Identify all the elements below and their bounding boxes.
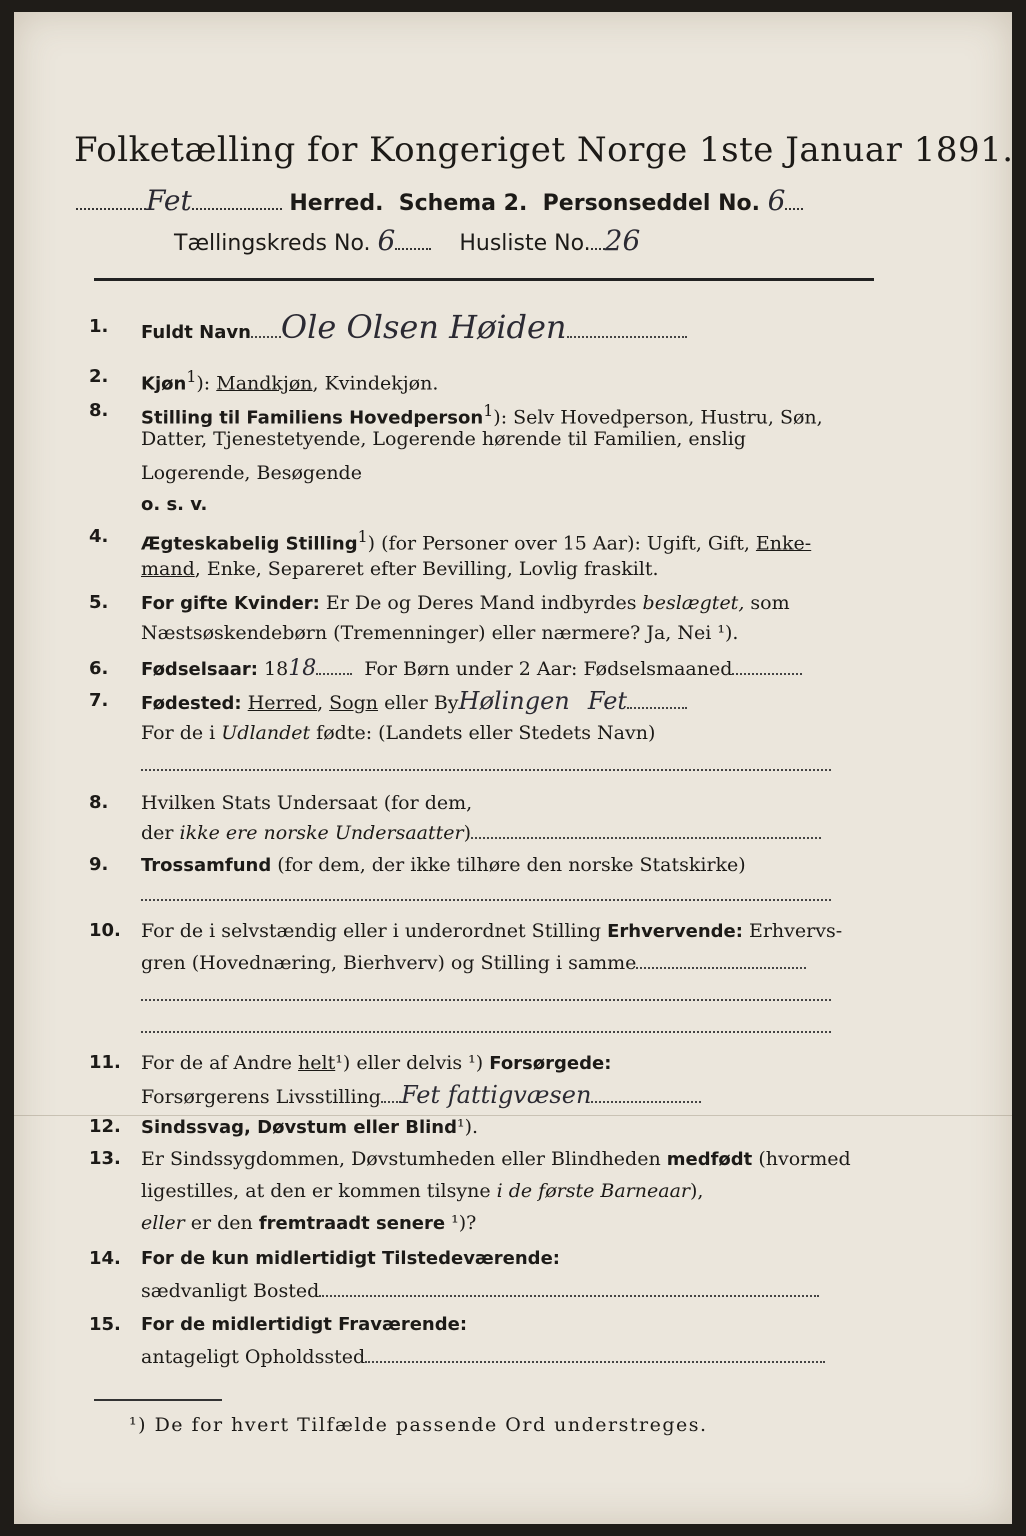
gender-mandkjon: Mandkjøn (216, 372, 313, 395)
herred-line (76, 184, 803, 217)
personseddel-label: Personseddel No. (542, 191, 760, 216)
footnote: ¹) De for hvert Tilfælde passende Ord understreges. (129, 1414, 708, 1436)
header-rule (94, 278, 874, 281)
provider-value: Fet fattigvæsen (400, 1081, 592, 1109)
census-form-sheet: Folketælling for Kongeriget Norge 1ste Januar 1891. Fet Herred. Schema 2. Personseddel No. 6 Tællingskreds No. 6 Husliste No. 26 1. Fuldt Navn Ole Olsen Høiden 2. Kjøn$^1$): Mandkjøn, Kvindekjøn. 8. Stilling til Familiens Hovedperson$^1$): Selv Hovedperson, Hustru, Søn, Datter, Tjenestetyende, Logerende hørende til Familien, enslig Logerende, Besøgende o. s. v. 4. Ægteskabelig Stilling$^1$) (for Personer over 15 Aar): Ugift, Gift, Enke- mand, Enke, Separeret efter Bevilling, Lovlig fraskilt. 5. For gifte Kvinder: Er De og Deres Mand indbyrdes beslægtet, som Næstsøskendebørn (Tremenninger) eller nærmere? Ja, Nei ¹). 6. Fødselsaar: 1818 For Børn under 2 Aar: Fødselsmaaned 7. Fødested: Herred, Sogn eller ByHølingen Fet For de i Udlandet fødte: (Landets eller Stedets Navn) 8. Hvilken Stats Undersaat (for dem, der ikke ere norske Undersaatter) 9. Trossamfund (for dem, der ikke tilhøre den norske Statskirke) 10. For de i selvstændig eller i underordnet Stilling Erhvervende: Erhvervs- gren (Hovednæring, Bierhverv) og Stilling i samme 11. For de af Andre helt¹) eller delvis ¹) Forsørgede: Forsørgerens Livsstilling Fet fattigvæsen 12. Sindssvag, Døvstum eller Blind¹). 13. Er Sindssygdommen, Døvstumheden eller Blindheden medfødt (hvormed ligestilles, at den er kommen tilsyne i de første Barneaar), eller er den fremtraadt senere ¹)? 14. For de kun midlertidigt Tilstedeværende: sædvanligt Bosted 15. For de midlertidigt Fraværende: antageligt Opholdssted ¹) De for hvert Tilfælde passende Ord understreges. (14, 12, 1012, 1524)
husliste-value: 26 (604, 224, 641, 257)
form-title: Folketælling for Kongeriget Norge 1ste Januar 1891. (74, 130, 1014, 170)
kreds-line (174, 224, 640, 257)
herred-value: Fet (146, 184, 192, 217)
footnote-rule (94, 1399, 222, 1401)
kreds-value: 6 (377, 224, 396, 257)
item-1: 1. Fuldt Navn Ole Olsen Høiden (89, 310, 879, 350)
birth-year-value: 18 (288, 656, 317, 681)
husliste-label: Husliste No. (459, 231, 591, 256)
birthplace-value-a: Hølingen (458, 687, 570, 715)
full-name-value: Ole Olsen Høiden (280, 308, 567, 346)
kreds-label: Tællingskreds No. (174, 231, 371, 256)
birthplace-value-b: Fet (587, 687, 628, 715)
personseddel-value: 6 (767, 184, 786, 217)
schema-label: Schema 2. (398, 191, 528, 216)
full-name-label: Fuldt Navn (141, 322, 251, 343)
herred-label: Herred. (289, 191, 384, 216)
